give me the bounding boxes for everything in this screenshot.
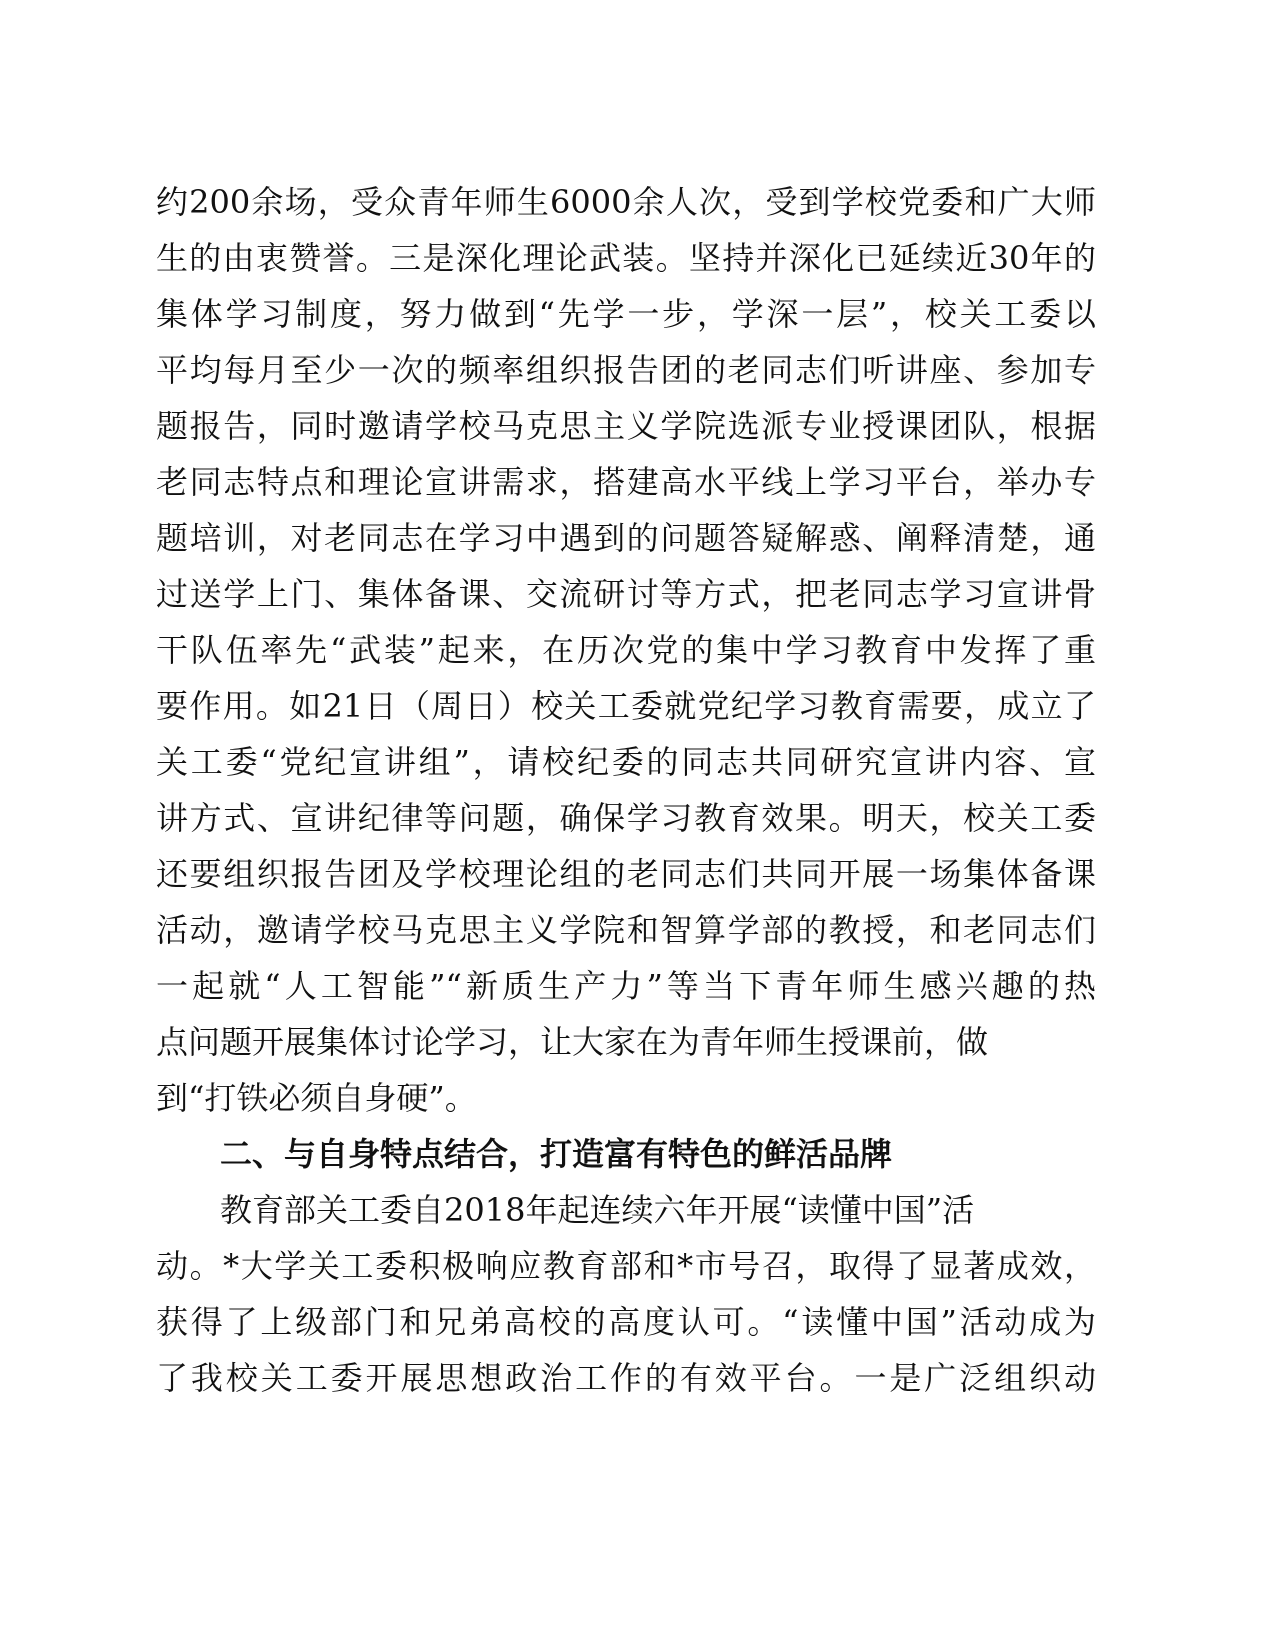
- paragraph-line: 平均每月至少一次的频率组织报告团的老同志们听讲座、参加专: [156, 351, 1096, 389]
- paragraph-line: 了我校关工委开展思想政治工作的有效平台。一是广泛组织动: [156, 1359, 1096, 1397]
- paragraph-line: 题报告，同时邀请学校马克思主义学院选派专业授课团队，根据: [156, 407, 1096, 445]
- paragraph-line: 动。*大学关工委积极响应教育部和*市号召，取得了显著成效，: [156, 1247, 1096, 1285]
- paragraph-line: 题培训，对老同志在学习中遇到的问题答疑解惑、阐释清楚，通: [156, 519, 1096, 557]
- paragraph-line: 还要组织报告团及学校理论组的老同志们共同开展一场集体备课: [156, 855, 1096, 893]
- paragraph-line: 一起就“人工智能”“新质生产力”等当下青年师生感兴趣的热: [156, 967, 1096, 1005]
- paragraph-line: 老同志特点和理论宣讲需求，搭建高水平线上学习平台，举办专: [156, 463, 1096, 501]
- paragraph-line: 过送学上门、集体备课、交流研讨等方式，把老同志学习宣讲骨: [156, 575, 1096, 613]
- paragraph-line: 获得了上级部门和兄弟高校的高度认可。“读懂中国”活动成为: [156, 1303, 1096, 1341]
- paragraph-line: 点问题开展集体讨论学习，让大家在为青年师生授课前，做: [156, 1023, 989, 1061]
- paragraph-line: 教育部关工委自2018年起连续六年开展“读懂中国”活: [220, 1191, 975, 1229]
- paragraph-line: 讲方式、宣讲纪律等问题，确保学习教育效果。明天，校关工委: [156, 799, 1096, 837]
- paragraph-line: 约200余场，受众青年师生6000余人次，受到学校党委和广大师: [156, 183, 1096, 221]
- paragraph-line: 生的由衷赞誉。三是深化理论武装。坚持并深化已延续近30年的: [156, 239, 1096, 277]
- paragraph-line: 干队伍率先“武装”起来，在历次党的集中学习教育中发挥了重: [156, 631, 1096, 669]
- section-heading: 二、与自身特点结合，打造富有特色的鲜活品牌: [220, 1135, 893, 1173]
- paragraph-line: 集体学习制度，努力做到“先学一步，学深一层”，校关工委以: [156, 295, 1096, 333]
- paragraph-line: 活动，邀请学校马克思主义学院和智算学部的教授，和老同志们: [156, 911, 1096, 949]
- paragraph-line: 关工委“党纪宣讲组”，请校纪委的同志共同研究宣讲内容、宣: [156, 743, 1096, 781]
- paragraph-line: 要作用。如21日（周日）校关工委就党纪学习教育需要，成立了: [156, 687, 1096, 725]
- paragraph-line: 到“打铁必须自身硬”。: [156, 1079, 477, 1117]
